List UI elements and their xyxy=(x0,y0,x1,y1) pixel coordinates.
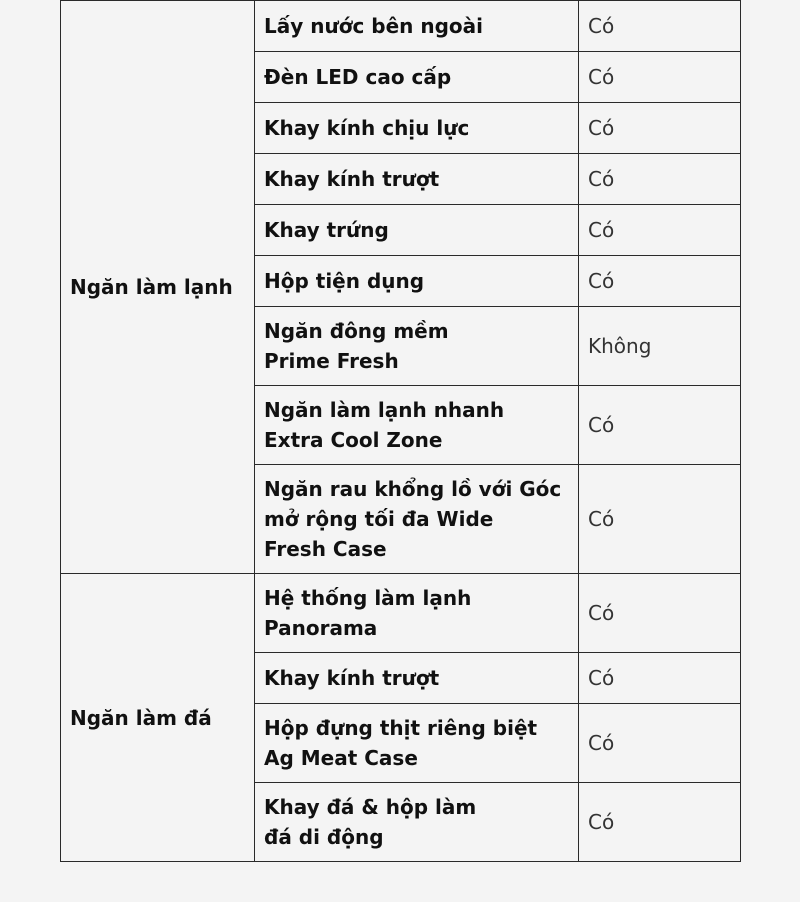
feature-cell: Khay kính trượt xyxy=(255,154,579,205)
value-cell: Có xyxy=(579,154,741,205)
table-row xyxy=(61,1,741,52)
group-label: Ngăn làm đá xyxy=(61,574,255,862)
group-label: Ngăn làm lạnh xyxy=(61,1,255,574)
value-cell: Có xyxy=(579,783,741,862)
value-cell: Có xyxy=(579,704,741,783)
value-cell: Có xyxy=(579,256,741,307)
value-cell: Có xyxy=(579,103,741,154)
feature-cell: Ngăn làm lạnh nhanh Extra Cool Zone xyxy=(255,386,579,465)
value-cell: Có xyxy=(579,653,741,704)
spec-table-body xyxy=(61,1,741,862)
value-cell: Có xyxy=(579,574,741,653)
feature-cell: Ngăn rau khổng lồ với Góc mở rộng tối đa Wide Fresh Case xyxy=(255,465,579,574)
table-row xyxy=(61,574,741,653)
feature-cell: Hộp tiện dụng xyxy=(255,256,579,307)
value-cell: Có xyxy=(579,1,741,52)
feature-cell: Lấy nước bên ngoài xyxy=(255,1,579,52)
feature-cell: Khay kính trượt xyxy=(255,653,579,704)
feature-cell: Ngăn đông mềm Prime Fresh xyxy=(255,307,579,386)
feature-cell: Hộp đựng thịt riêng biệt Ag Meat Case xyxy=(255,704,579,783)
feature-cell: Khay kính chịu lực xyxy=(255,103,579,154)
feature-cell: Khay đá & hộp làm đá di động xyxy=(255,783,579,862)
value-cell: Có xyxy=(579,386,741,465)
value-cell: Có xyxy=(579,52,741,103)
spec-table xyxy=(60,0,741,862)
feature-cell: Khay trứng xyxy=(255,205,579,256)
value-cell: Có xyxy=(579,205,741,256)
value-cell: Không xyxy=(579,307,741,386)
feature-cell: Đèn LED cao cấp xyxy=(255,52,579,103)
feature-cell: Hệ thống làm lạnh Panorama xyxy=(255,574,579,653)
value-cell: Có xyxy=(579,465,741,574)
